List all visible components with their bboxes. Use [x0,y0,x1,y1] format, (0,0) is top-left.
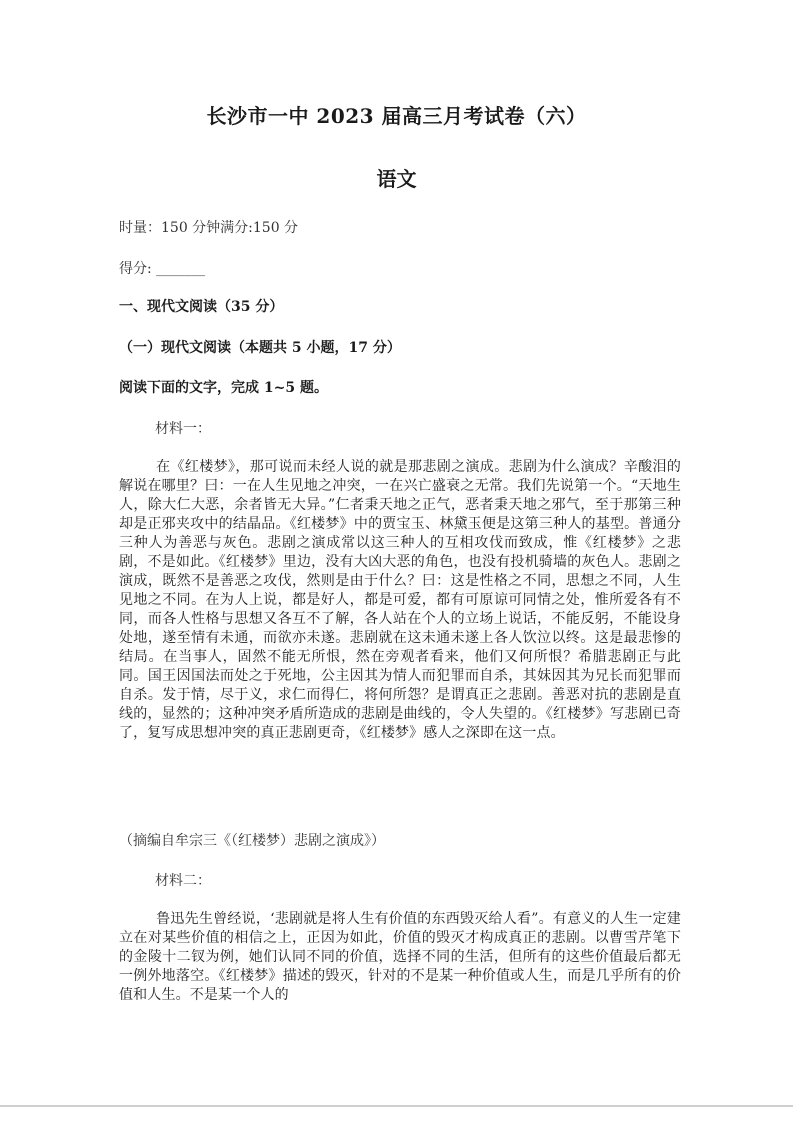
exam-title: 长沙市一中 2023 届高三月考试卷（六） [206,104,587,128]
reading-instruction: 阅读下面的文字，完成 1~5 题。 [119,380,328,396]
score-field: 得分: _______ [119,261,206,277]
material-2-body: 鲁迅先生曾经说，‘悲剧就是将人生有价值的东西毁灭给人看”。有意义的人生一定建立在对某些价值的相信之上，正因为如此，价值的毁灭才构成真正的悲剧。以曹雪芹笔下的金陵十二钗为例，她们认同不同的价值，选择不同的生活，但所有的这些价值最后都无一例外地落空。《红楼梦》描述的毁灭，针对的不是某一种价值或人生，而是几乎所有的价值和人生。不是某一个人的 [119,911,681,1003]
subject-title: 语文 [376,167,417,191]
exam-time-info: 时量：150 分钟满分:150 分 [119,220,299,236]
material-2-label: 材料二： [155,873,211,889]
material-1-body: 在《红楼梦》，那可说而未经人说的就是那悲剧之演成。悲剧为什么演成？辛酸泪的解说在哪里？曰：一在人生见地之冲突，一在兴亡盛衰之无常。我们先说第一个。“天地生人，除大仁大恶，余者皆无大异。”仁者秉天地之正气，恶者秉天地之邪气，至于那第三种却是正邪夹攻中的结晶品。《红楼梦》中的贾宝玉、林黛玉便是这第三种人的基型。普通分三种人为善恶与灰色。悲剧之演成常以这三种人的互相攻伐而致成，惟《红楼梦》之悲剧，不是如此。《红楼梦》里边，没有大凶大恶的角色，也没有投机骑墙的灰色人。悲剧之演成，既然不是善恶之攻伐，然则是由于什么？曰：这是性格之不同，思想之不同，人生见地之不同。在为人上说，都是好人，都是可爱，都有可原谅可同情之处，惟所爱各有不同，而各人性格与思想又各互不了解，各人站在个人的立场上说话，不能反躬，不能设身处地，遂至情有未通，而欲亦未遂。悲剧就在这未通未遂上各人饮泣以终。这是最悲惨的结局。在当事人，固然不能无所恨，然在旁观者看来，他们又何所恨？希腊悲剧正与此同。国王因国法而处之于死地，公主因其为情人而犯罪而自杀，其妹因其为兄长而犯罪而自杀。发于情，尽于义，求仁而得仁，将何所怨？是谓真正之悲剧。善恶对抗的悲剧是直线的，显然的；这种冲突矛盾所造成的悲剧是曲线的，令人失望的。《红楼梦》写悲剧已奇了，复写成思想冲突的真正悲剧更奇，《红楼梦》感人之深即在这一点。 [119,459,681,741]
material-1-label: 材料一： [155,421,211,437]
section-heading-part1: 一、现代文阅读（35 分） [119,299,284,315]
material-1-source: （摘编自牟宗三《（红楼梦）悲剧之演成》） [119,833,385,849]
page-bottom-divider [0,1105,793,1107]
section-subheading: （一）现代文阅读（本题共 5 小题，17 分） [119,340,401,356]
